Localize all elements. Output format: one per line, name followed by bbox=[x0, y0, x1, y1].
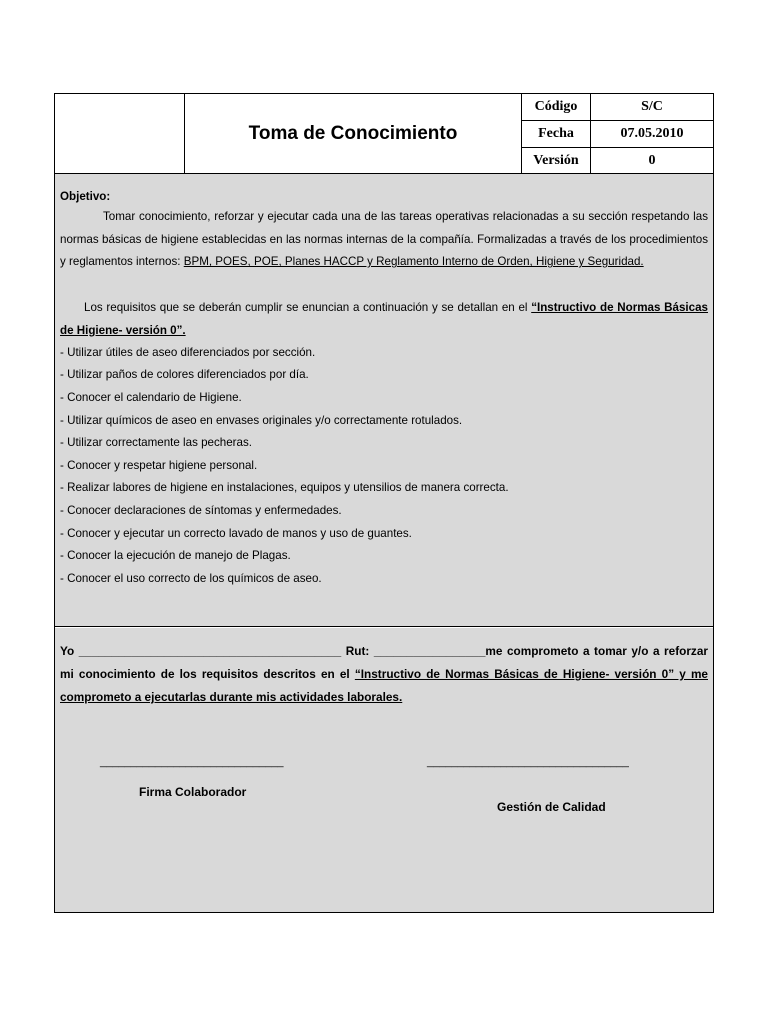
list-item: - Utilizar útiles de aseo diferenciados por sección. bbox=[60, 345, 316, 359]
list-item: - Realizar labores de higiene en instalaciones, equipos y utensilios de manera correcta. bbox=[60, 481, 509, 495]
document-form bbox=[54, 93, 714, 913]
meta-key: Versión bbox=[522, 148, 591, 173]
meta-key: Código bbox=[522, 94, 591, 120]
list-item: - Utilizar correctamente las pecheras. bbox=[60, 436, 253, 450]
meta-key: Fecha bbox=[522, 121, 591, 147]
list-item: - Conocer el uso correcto de los químicos de aseo. bbox=[60, 571, 322, 585]
commitment-text: Yo ________________________________________ Rut: _________________me comprometo a tomar y/o a reforzar mi conocimiento de los requisitos descritos en el bbox=[60, 644, 708, 681]
instructivo-reference: “Instructivo de Normas Básicas de Higiene- versión 0”. bbox=[60, 300, 708, 337]
logo-cell bbox=[55, 94, 185, 173]
list-item: - Conocer la ejecución de manejo de Plagas. bbox=[60, 549, 291, 563]
title-cell bbox=[185, 94, 522, 173]
form-header bbox=[55, 94, 713, 174]
list-item: - Conocer el calendario de Higiene. bbox=[60, 390, 242, 404]
signature-label-quality: Gestión de Calidad bbox=[497, 800, 606, 814]
meta-value: S/C bbox=[641, 99, 663, 114]
meta-row-date bbox=[522, 121, 713, 148]
objective-text: Tomar conocimiento, reforzar y ejecutar cada una de las tareas operativas relacionadas a su sección respetando las normas básicas de higiene establecidas en las normas internas de la compañía. Formalizadas a través de los procedimientos y reglamentos internos: bbox=[60, 210, 708, 269]
signature-line-collaborator[interactable]: ______________________________ bbox=[100, 756, 284, 768]
list-item: - Conocer declaraciones de síntomas y enfermedades. bbox=[60, 503, 342, 517]
commitment-statement bbox=[60, 640, 708, 709]
page-title: Toma de Conocimiento bbox=[248, 122, 458, 144]
list-item: - Utilizar paños de colores diferenciados por día. bbox=[60, 368, 309, 382]
objective-heading: Objetivo: bbox=[60, 190, 111, 203]
list-item: - Conocer y ejecutar un correcto lavado de manos y uso de guantes. bbox=[60, 526, 412, 540]
procedures-reference: BPM, POES, POE, Planes HACCP y Reglamento Interno de Orden, Higiene y Seguridad. bbox=[183, 255, 644, 269]
meta-value: 0 bbox=[648, 152, 656, 168]
requirements-intro bbox=[60, 296, 708, 342]
signature-line-quality[interactable]: _________________________________ bbox=[427, 756, 629, 768]
signature-label-collaborator: Firma Colaborador bbox=[139, 785, 247, 799]
list-item: - Conocer y respetar higiene personal. bbox=[60, 458, 258, 472]
document-meta-table bbox=[522, 94, 713, 173]
commitment-reference: “Instructivo de Normas Básicas de Higiene- versión 0” y me comprometo a ejecutarlas durante mis actividades laborales. bbox=[60, 667, 708, 704]
list-item: - Utilizar químicos de aseo en envases originales y/o correctamente rotulados. bbox=[60, 413, 463, 427]
requirements-intro-text: Los requisitos que se deberán cumplir se enuncian a continuación y se detallan en el bbox=[84, 300, 532, 314]
meta-row-code bbox=[522, 94, 713, 121]
commitment-section bbox=[55, 628, 713, 912]
objective-paragraph bbox=[60, 206, 708, 274]
meta-row-version bbox=[522, 148, 713, 173]
requirements-list bbox=[60, 342, 708, 591]
meta-value: 07.05.2010 bbox=[620, 126, 684, 141]
objective-section bbox=[55, 174, 713, 627]
